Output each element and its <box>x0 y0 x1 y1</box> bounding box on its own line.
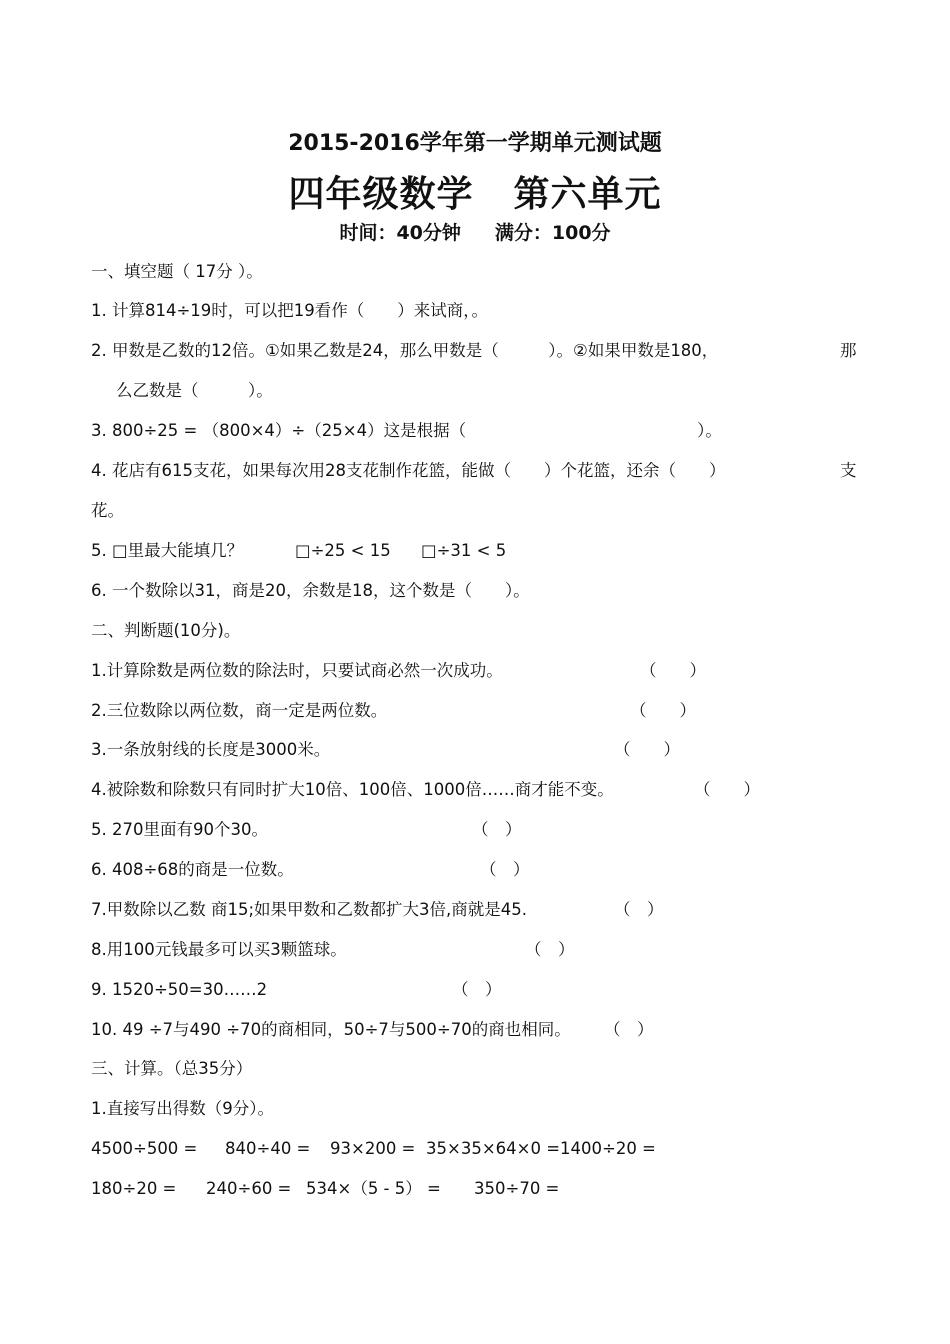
s1-question-2-line1: 2. 甲数是乙数的12倍。①如果乙数是24，那么甲数是（ ）。②如果甲数是180， <box>91 341 719 360</box>
calc-item: 180÷20 = <box>91 1179 177 1198</box>
section2-heading: 二、判断题(10分)。 <box>91 621 241 640</box>
s1-question-5 <box>91 540 243 562</box>
s2-item-7-paren: （ ） <box>614 900 664 919</box>
calc-item: 240÷60 = <box>206 1179 292 1198</box>
s2-item-6: 6. 408÷68的商是一位数。 <box>91 860 294 879</box>
exam-time: 时间：40分钟 <box>339 222 461 244</box>
s1-question-2-line1-end: 那 <box>840 341 857 360</box>
s1-question-1: 1. 计算814÷19时，可以把19看作（ ）来试商，。 <box>91 301 489 320</box>
q5-inequality-a: □÷25 < 15 <box>295 541 391 560</box>
calc-item: 4500÷500 = <box>91 1139 198 1158</box>
calc-item: 840÷40 = <box>225 1139 311 1158</box>
title-grade: 四年级数学 <box>288 174 474 215</box>
s2-item-7: 7.甲数除以乙数 商15;如果甲数和乙数都扩大3倍,商就是45. <box>91 900 528 919</box>
s1-question-2-line2: 么乙数是（ ）。 <box>116 381 273 400</box>
calc-item: 534×（5 - 5） = <box>306 1179 441 1198</box>
q5-inequality-b: □÷31 < 5 <box>421 541 507 560</box>
calc-item: 1400÷20 = <box>560 1139 656 1158</box>
s2-item-2: 2.三位数除以两位数，商一定是两位数。 <box>91 701 388 720</box>
s2-item-8: 8.用100元钱最多可以买3颗篮球。 <box>91 940 347 959</box>
exam-score: 满分：100分 <box>494 222 611 244</box>
s2-item-5: 5. 270里面有90个30。 <box>91 820 268 839</box>
s1-question-6: 6. 一个数除以31，商是20，余数是18，这个数是（ ）。 <box>91 581 530 600</box>
s2-item-1: 1.计算除数是两位数的除法时，只要试商必然一次成功。 <box>91 661 503 680</box>
s2-item-3: 3.一条放射线的长度是3000米。 <box>91 740 331 759</box>
s2-item-8-paren: （ ） <box>525 940 575 959</box>
s2-item-4: 4.被除数和除数只有同时扩大10倍、100倍、1000倍……商才能不变。 <box>91 780 614 799</box>
s2-item-5-paren: （ ） <box>472 820 522 839</box>
s1-question-4-line2: 花。 <box>91 501 124 520</box>
s2-item-10-paren: （ ） <box>604 1020 654 1039</box>
calc-row-1 <box>91 1138 656 1160</box>
s1-question-3: 3. 800÷25 = （800×4）÷（25×4）这是根据（ ）。 <box>91 421 722 440</box>
exam-time-score <box>0 218 950 245</box>
calc-item: 350÷70 = <box>474 1179 560 1198</box>
s2-item-3-paren: （ ） <box>614 740 680 759</box>
s2-item-6-paren: （ ） <box>480 860 530 879</box>
section1-heading: 一、填空题（ 17分 ）。 <box>91 262 263 281</box>
s2-item-1-paren: （ ） <box>640 661 706 680</box>
title-unit: 第六单元 <box>513 174 662 215</box>
calc-item: 93×200 = <box>330 1139 416 1158</box>
calc-row-2 <box>91 1178 559 1200</box>
s2-item-4-paren: （ ） <box>694 780 760 799</box>
s2-item-9-paren: （ ） <box>452 980 502 999</box>
exam-title <box>0 166 950 217</box>
section3-heading: 三、计算。（总35分） <box>91 1059 253 1078</box>
s3-subheading-1: 1.直接写出得数（9分）。 <box>91 1099 274 1118</box>
calc-item: 35×35×64×0 = <box>426 1139 561 1158</box>
s2-item-2-paren: （ ） <box>630 701 696 720</box>
s2-item-9: 9. 1520÷50=30……2 <box>91 980 268 999</box>
s1-question-4-line1-end: 支 <box>840 461 857 480</box>
s2-item-10: 10. 49 ÷7与490 ÷70的商相同，50÷7与500÷70的商也相同。 <box>91 1020 571 1039</box>
q5-label: 5. □里最大能填几？ <box>91 541 244 560</box>
s1-question-4-line1: 4. 花店有615支花，如果每次用28支花制作花篮，能做（ ）个花篮，还余（ ） <box>91 461 726 480</box>
exam-subtitle: 2015-2016学年第一学期单元测试题 <box>288 131 662 156</box>
